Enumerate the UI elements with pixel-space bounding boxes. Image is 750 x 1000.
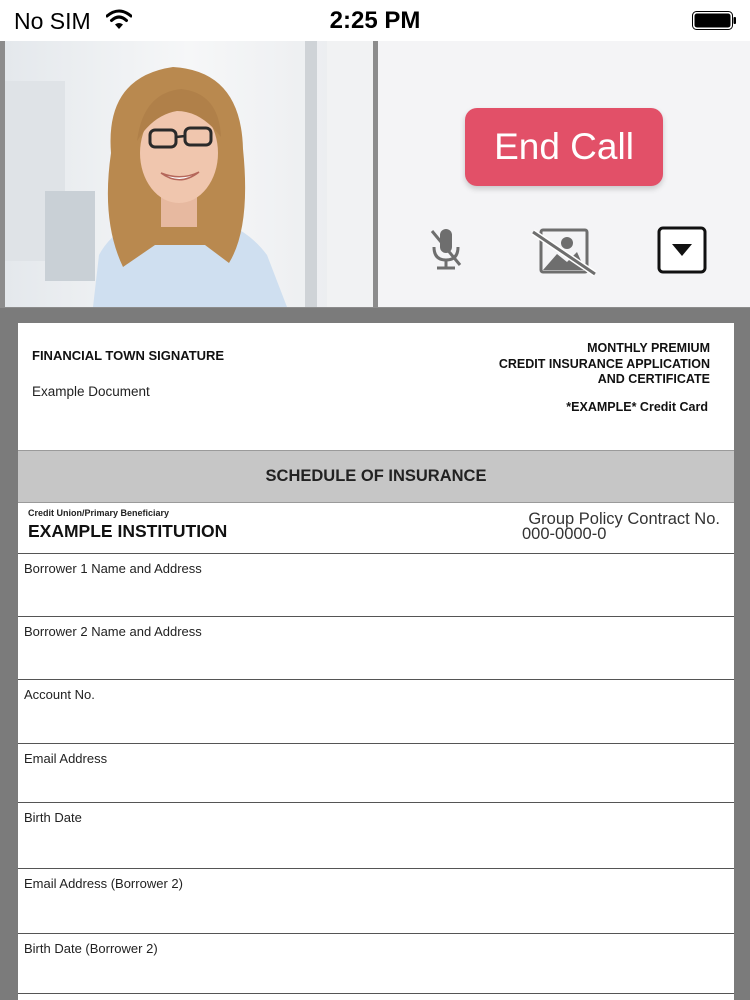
beneficiary-label: Credit Union/Primary Beneficiary <box>28 508 170 518</box>
email-borrower2-field[interactable] <box>18 869 734 934</box>
card-type: *EXAMPLE* Credit Card <box>566 400 708 414</box>
video-call-area <box>0 41 750 308</box>
policy-label: Group Policy Contract No. <box>528 510 720 528</box>
document-title <box>499 341 710 388</box>
title-line: CREDIT INSURANCE APPLICATION <box>498 356 710 371</box>
video-off-icon[interactable] <box>531 226 597 276</box>
end-call-button[interactable]: End Call <box>465 108 663 186</box>
policy-number: 000-0000-0 <box>522 525 607 543</box>
field-label: Borrower 1 Name and Address <box>24 561 202 576</box>
document-page <box>18 323 734 1000</box>
document-subtitle: Example Document <box>32 384 150 399</box>
borrower2-field[interactable] <box>18 617 734 680</box>
company-name: FINANCIAL TOWN SIGNATURE <box>32 348 225 363</box>
title-line: MONTHLY PREMIUM <box>587 341 710 355</box>
birth-date-borrower2-field[interactable] <box>18 934 734 994</box>
institution-name: EXAMPLE INSTITUTION <box>28 521 228 541</box>
title-line: AND CERTIFICATE <box>597 372 710 386</box>
document-viewer[interactable] <box>0 308 750 1000</box>
dropdown-arrow-icon[interactable] <box>657 226 707 274</box>
carrier-label: No SIM <box>14 8 91 34</box>
institution-row <box>18 503 734 554</box>
email-field[interactable] <box>18 744 734 803</box>
battery-icon <box>692 11 736 30</box>
microphone-muted-icon[interactable] <box>428 227 464 273</box>
field-label: Birth Date (Borrower 2) <box>24 941 158 956</box>
section-header: SCHEDULE OF INSURANCE <box>18 450 734 503</box>
account-number-field[interactable] <box>18 680 734 744</box>
field-label: Email Address (Borrower 2) <box>24 876 183 891</box>
birth-date-field[interactable] <box>18 803 734 869</box>
call-controls <box>378 41 750 307</box>
field-label: Birth Date <box>24 810 82 825</box>
field-label: Account No. <box>24 687 95 702</box>
field-label: Borrower 2 Name and Address <box>24 624 202 639</box>
borrower1-field[interactable] <box>18 554 734 617</box>
remote-video-feed[interactable] <box>5 41 373 307</box>
caller-portrait <box>5 41 373 307</box>
status-bar <box>0 0 750 41</box>
field-label: Email Address <box>24 751 108 766</box>
clock: 2:25 PM <box>329 7 421 34</box>
